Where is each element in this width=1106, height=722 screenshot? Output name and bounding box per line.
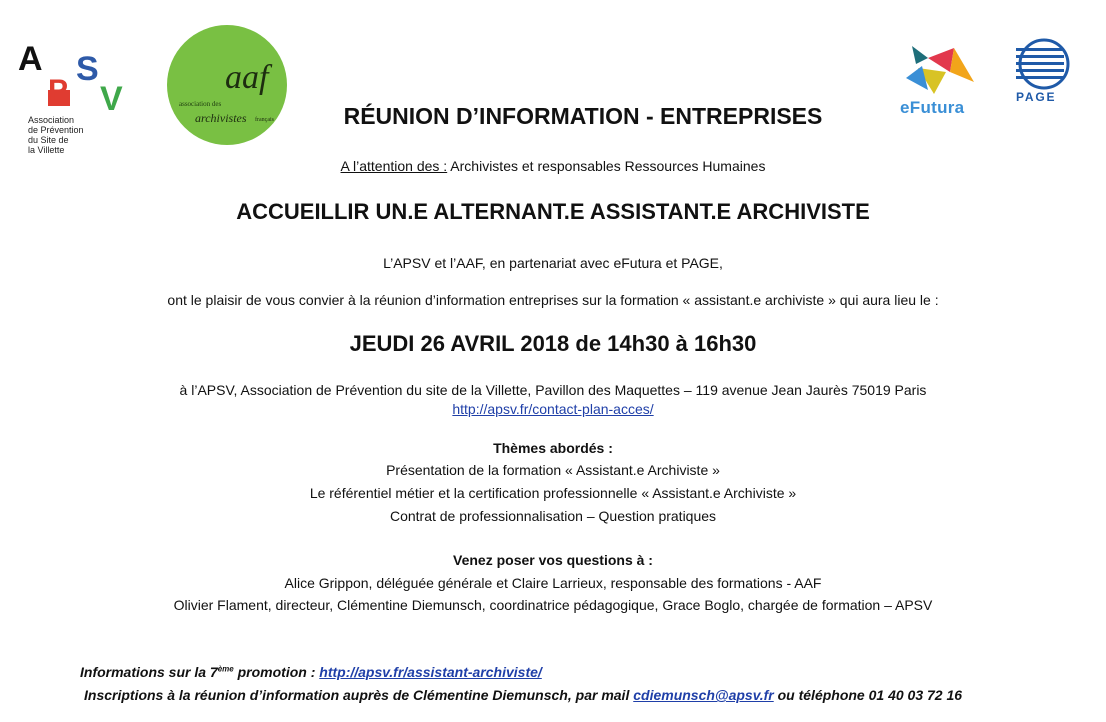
partners-line: L’APSV et l’AAF, en partenariat avec eFutura et PAGE, xyxy=(383,255,723,271)
aaf-word-francais: français xyxy=(255,117,274,123)
footer-info-mid: promotion : xyxy=(233,664,320,680)
invite-line: ont le plaisir de vous convier à la réunion d’information entreprises sur la formation « assistant.e archiviste » qui aura lieu le : xyxy=(167,292,939,308)
aaf-word-small: association des xyxy=(179,100,222,108)
page-name: PAGE xyxy=(1016,90,1057,104)
apsv-caption: Association de Prévention du Site de la Villette xyxy=(28,115,84,155)
themes-item: Présentation de la formation « Assistant.e Archiviste » xyxy=(386,462,720,478)
footer-info-sup: ème xyxy=(217,664,234,674)
footer-info-line xyxy=(80,664,542,680)
themes-title: Thèmes abordés : xyxy=(493,440,613,456)
aaf-word-archivistes: archivistes xyxy=(195,111,247,125)
page-mark-icon xyxy=(1010,38,1076,90)
apsv-logo xyxy=(18,40,138,160)
efutura-name: eFutura xyxy=(900,98,965,117)
efutura-mark-icon xyxy=(898,38,980,100)
apsv-letter-p: P xyxy=(48,74,69,107)
date-line: JEUDI 26 AVRIL 2018 de 14h30 à 16h30 xyxy=(349,331,757,356)
questions-title: Venez poser vos questions à : xyxy=(453,552,653,568)
page-heading: RÉUNION D’INFORMATION - ENTREPRISES xyxy=(343,103,823,129)
apsv-letter-v: V xyxy=(100,80,123,118)
apsv-letter-s: S xyxy=(76,50,99,88)
questions-item: Olivier Flament, directeur, Clémentine Diemunsch, coordinatrice pédagogique, Grace Boglo, chargée de formation – APSV xyxy=(173,597,933,613)
location-link[interactable]: http://apsv.fr/contact-plan-acces/ xyxy=(452,401,654,417)
footer-inscription-line xyxy=(84,687,962,703)
attention-label: A l’attention des : xyxy=(340,158,448,174)
location-address: à l’APSV, Association de Prévention du site de la Villette, Pavillon des Maquettes – 119 avenue Jean Jaurès 75019 Paris xyxy=(179,382,927,398)
location-link-row xyxy=(0,401,1106,417)
document-title: ACCUEILLIR UN.E ALTERNANT.E ASSISTANT.E ARCHIVISTE xyxy=(236,199,870,224)
attention-line xyxy=(0,158,1106,174)
questions-item: Alice Grippon, déléguée générale et Claire Larrieux, responsable des formations - AAF xyxy=(284,575,822,591)
themes-item: Contrat de professionnalisation – Question pratiques xyxy=(389,508,717,524)
aaf-word-big: aaf xyxy=(225,59,269,96)
page-logo xyxy=(1010,38,1076,108)
apsv-letter-a: A xyxy=(18,40,43,78)
footer-inscription-suffix: ou téléphone 01 40 03 72 16 xyxy=(773,687,963,703)
themes-item: Le référentiel métier et la certification professionnelle « Assistant.e Archiviste » xyxy=(309,485,797,501)
footer-inscription-prefix: Inscriptions à la réunion d’information auprès de Clémentine Diemunsch, par mail xyxy=(84,687,634,703)
attention-text: Archivistes et responsables Ressources Humaines xyxy=(447,158,766,174)
footer-info-link[interactable]: http://apsv.fr/assistant-archiviste/ xyxy=(319,664,542,680)
footer-info-prefix: Informations sur la 7 xyxy=(80,664,218,680)
footer-email-link[interactable]: cdiemunsch@apsv.fr xyxy=(633,687,774,703)
